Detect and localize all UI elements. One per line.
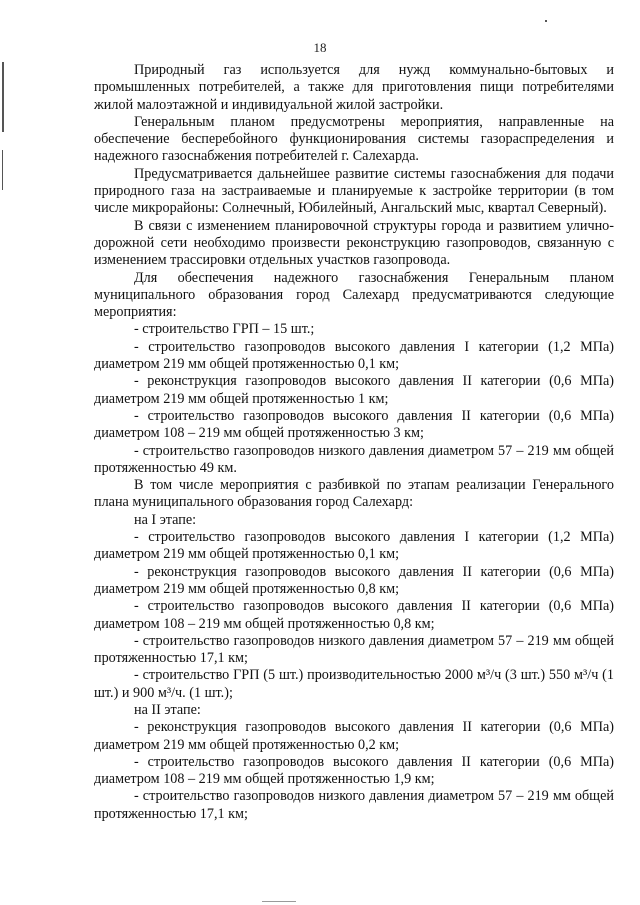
paragraph: Предусматривается дальнейшее развитие системы газоснабжения для подачи природного газа на застраиваемые и планируемые к застройке территории (в том числе микрорайоны: Солнечный, Юбилейный, Ангальский мыс, квартал Северный). [94,165,614,217]
paragraph: Генеральным планом предусмотрены мероприятия, направленные на обеспечение бесперебойного функционирования системы газораспределения и надежного газоснабжения потребителей г. Салехарда. [94,113,614,165]
list-item: - строительство ГРП (5 шт.) производительностью 2000 м³/ч (3 шт.) 550 м³/ч (1 шт.) и 900 м³/ч. (1 шт.); [94,667,614,701]
document-body [94,62,614,823]
list-item: - строительство газопроводов высокого давления II категории (0,6 МПа) диаметром 108 – 219 мм общей протяженностью 3 км; [94,407,614,442]
scan-mark-left [2,62,4,132]
paragraph: Природный газ используется для нужд коммунально-бытовых и промышленных потребителей, а также для приготовления пищи потребителями жилой малоэтажной и индивидуальной жилой застройки. [94,62,614,113]
list-item: - строительство газопроводов низкого давления диаметром 57 – 219 мм общей протяженностью 17,1 км; [94,632,614,667]
scan-mark-left-lower [2,150,3,190]
list-item: - строительство газопроводов низкого давления диаметром 57 – 219 мм общей протяженностью 17,1 км; [94,788,614,822]
list-item: - реконструкция газопроводов высокого давления II категории (0,6 МПа) диаметром 219 мм общей протяженностью 0,8 км; [94,563,614,597]
stage-heading: на II этапе: [134,701,201,718]
list-item: - реконструкция газопроводов высокого давления II категории (0,6 МПа) диаметром 219 мм общей протяженностью 1 км; [94,373,614,407]
list-item: - строительство ГРП – 15 шт.; [134,321,315,338]
paragraph: В том числе мероприятия с разбивкой по этапам реализации Генерального плана муниципального образования город Салехард: [94,477,614,511]
list-item: - реконструкция газопроводов высокого давления II категории (0,6 МПа) диаметром 219 мм общей протяженностью 0,2 км; [94,719,614,753]
list-item: - строительство газопроводов высокого давления II категории (0,6 МПа) диаметром 108 – 219 мм общей протяженностью 0,8 км; [94,598,614,632]
list-item: - строительство газопроводов низкого давления диаметром 57 – 219 мм общей протяженностью 49 км. [94,442,614,476]
list-item: - строительство газопроводов высокого давления I категории (1,2 МПа) диаметром 219 мм общей протяженностью 0,1 км; [94,529,614,563]
list-item: - строительство газопроводов высокого давления II категории (0,6 МПа) диаметром 108 – 219 мм общей протяженностью 1,9 км; [94,753,614,788]
bottom-rule [262,901,296,902]
paragraph: В связи с изменением планировочной структуры города и развитием улично-дорожной сети необходимо произвести реконструкцию газопроводов, связанную с изменением трассировки отдельных участков газопровода. [94,217,614,269]
page-number: 18 [313,40,327,55]
paragraph: Для обеспечения надежного газоснабжения Генеральным планом муниципального образования город Салехард предусматриваются следующие мероприятия: [94,269,614,321]
list-item: - строительство газопроводов высокого давления I категории (1,2 МПа) диаметром 219 мм общей протяженностью 0,1 км; [94,338,614,373]
scan-mark-dot [545,20,547,22]
stage-heading: на I этапе: [134,511,197,528]
